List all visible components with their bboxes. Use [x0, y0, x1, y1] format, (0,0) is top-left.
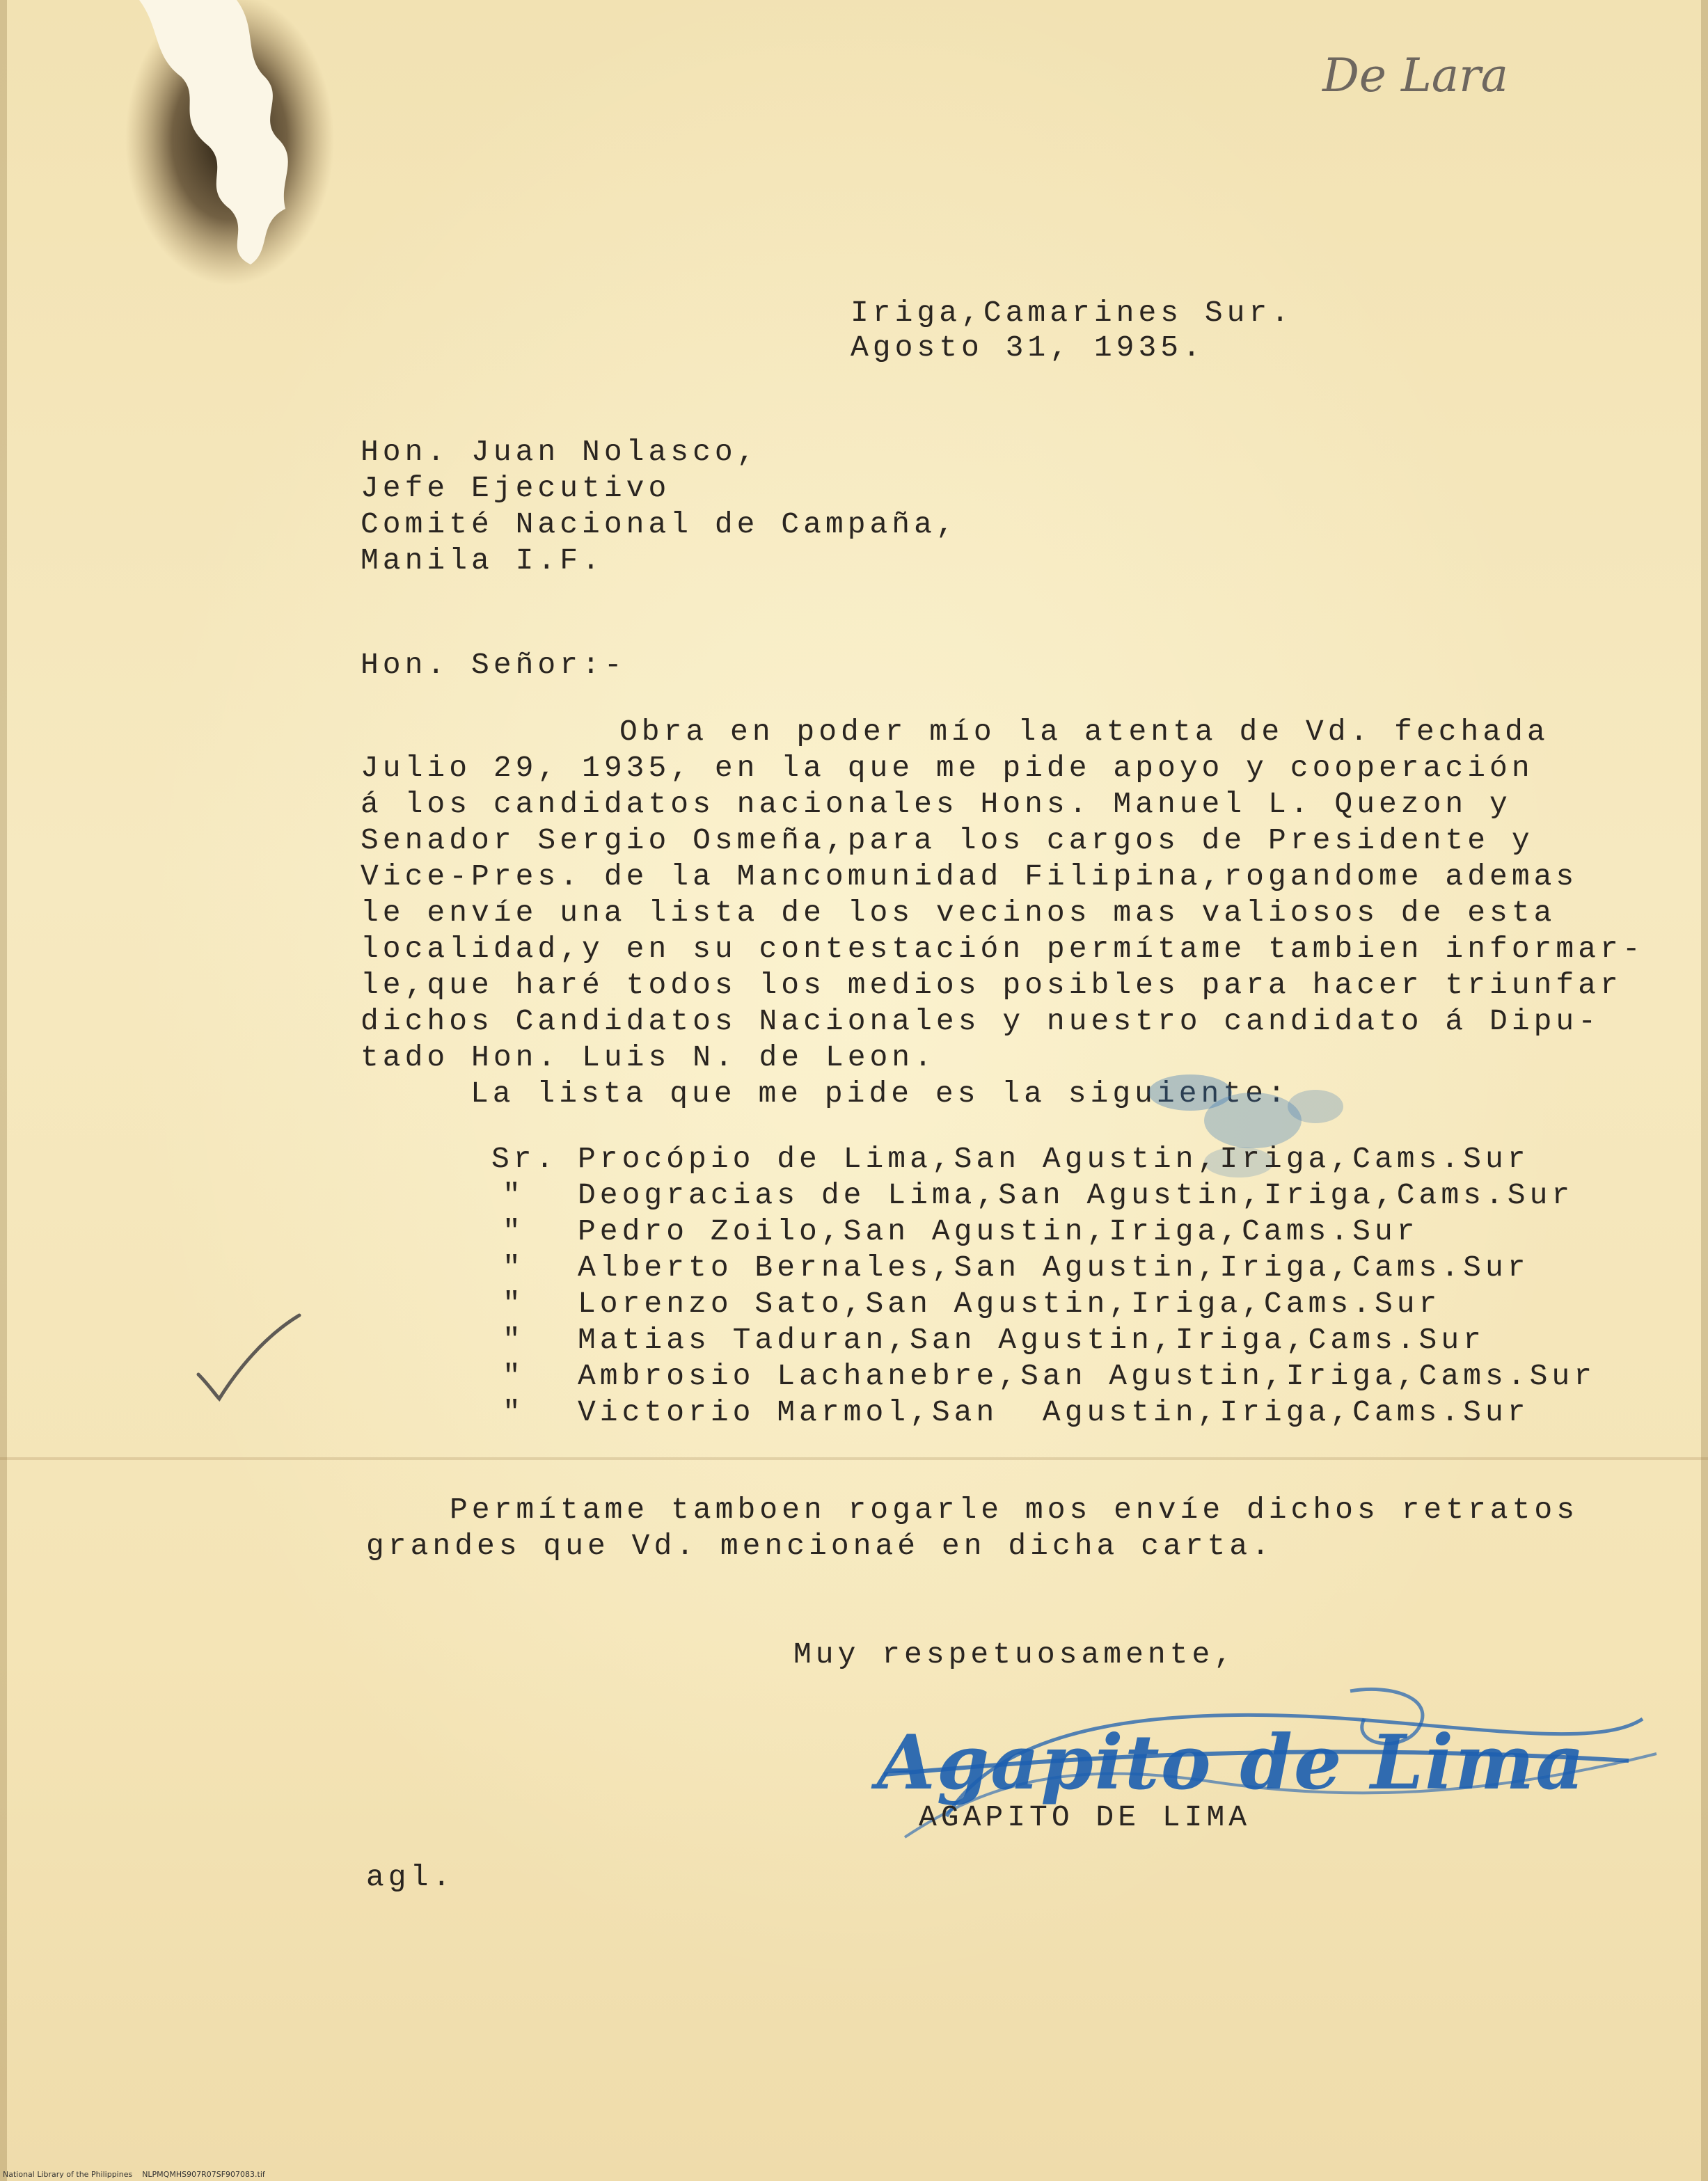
right-edge-shadow — [1701, 0, 1708, 2181]
body-line: Julio 29, 1935, en la que me pide apoyo y cooperación — [361, 751, 1534, 785]
body-line: tado Hon. Luis N. de Leon. — [361, 1040, 936, 1074]
list-item-prefix: " — [503, 1323, 525, 1357]
list-item-prefix: " — [503, 1359, 525, 1393]
body-line: dichos Candidatos Nacionales y nuestro candidato á Dipu- — [361, 1004, 1601, 1038]
reference-initials: agl. — [366, 1860, 455, 1894]
fold-line — [0, 1457, 1708, 1460]
recipient-line: Hon. Juan Nolasco, — [361, 435, 759, 469]
body-line: le,que haré todos los medios posibles para hacer triunfar — [361, 968, 1622, 1002]
list-item: Alberto Bernales,San Agustin,Iriga,Cams.Sur — [578, 1251, 1530, 1285]
list-item-prefix: Sr. — [491, 1142, 558, 1176]
body-line: le envíe una lista de los vecinos mas valiosos de esta — [361, 896, 1556, 930]
burn-hole-mark — [111, 0, 362, 334]
body-line: Obra en poder mío la atenta de Vd. fechada — [619, 715, 1549, 749]
body-line: Senador Sergio Osmeña,para los cargos de Presidente y — [361, 823, 1534, 857]
salutation: Hon. Señor:- — [361, 648, 626, 682]
pencil-annotation: De Lara — [1322, 49, 1509, 102]
left-edge-shadow — [0, 0, 7, 2181]
list-item: Lorenzo Sato,San Agustin,Iriga,Cams.Sur — [578, 1287, 1441, 1321]
body-line: á los candidatos nacionales Hons. Manuel L. Quezon y — [361, 787, 1512, 821]
archive-footer: National Library of the Philippines NLPMQMHS907R07SF907083.tif — [3, 2170, 265, 2179]
signer-name: AGAPITO DE LIMA — [919, 1800, 1251, 1834]
list-item-prefix: " — [503, 1287, 525, 1321]
recipient-line: Jefe Ejecutivo — [361, 471, 671, 505]
list-item: Victorio Marmol,San Agustin,Iriga,Cams.Sur — [578, 1395, 1530, 1429]
signature-text: Agapito de Lima — [877, 1719, 1586, 1807]
body-line: La lista que me pide es la siguiente: — [471, 1077, 1290, 1111]
closing-line: grandes que Vd. mencionaé en dicha carta. — [366, 1529, 1274, 1563]
valediction: Muy respetuosamente, — [793, 1637, 1237, 1672]
list-item-prefix: " — [503, 1395, 525, 1429]
check-mark-icon — [188, 1308, 306, 1413]
place-line: Iriga,Camarines Sur. — [851, 296, 1294, 330]
list-item: Procópio de Lima,San Agustin,Iriga,Cams.Sur — [578, 1142, 1530, 1176]
list-item: Matias Taduran,San Agustin,Iriga,Cams.Sur — [578, 1323, 1485, 1357]
body-line: Vice-Pres. de la Mancomunidad Filipina,rogandome ademas — [361, 859, 1579, 894]
date-line: Agosto 31, 1935. — [851, 331, 1205, 365]
list-item: Ambrosio Lachanebre,San Agustin,Iriga,Cams.Sur — [578, 1359, 1596, 1393]
closing-line: Permítame tamboen rogarle mos envíe dichos retratos — [450, 1493, 1579, 1527]
list-item-prefix: " — [503, 1214, 525, 1248]
list-item-prefix: " — [503, 1178, 525, 1212]
recipient-line: Manila I.F. — [361, 544, 604, 578]
body-line: localidad,y en su contestación permítame tambien informar- — [361, 932, 1645, 966]
list-item-prefix: " — [503, 1251, 525, 1285]
recipient-line: Comité Nacional de Campaña, — [361, 507, 958, 541]
list-item: Pedro Zoilo,San Agustin,Iriga,Cams.Sur — [578, 1214, 1419, 1248]
list-item: Deogracias de Lima,San Agustin,Iriga,Cams.Sur — [578, 1178, 1574, 1212]
